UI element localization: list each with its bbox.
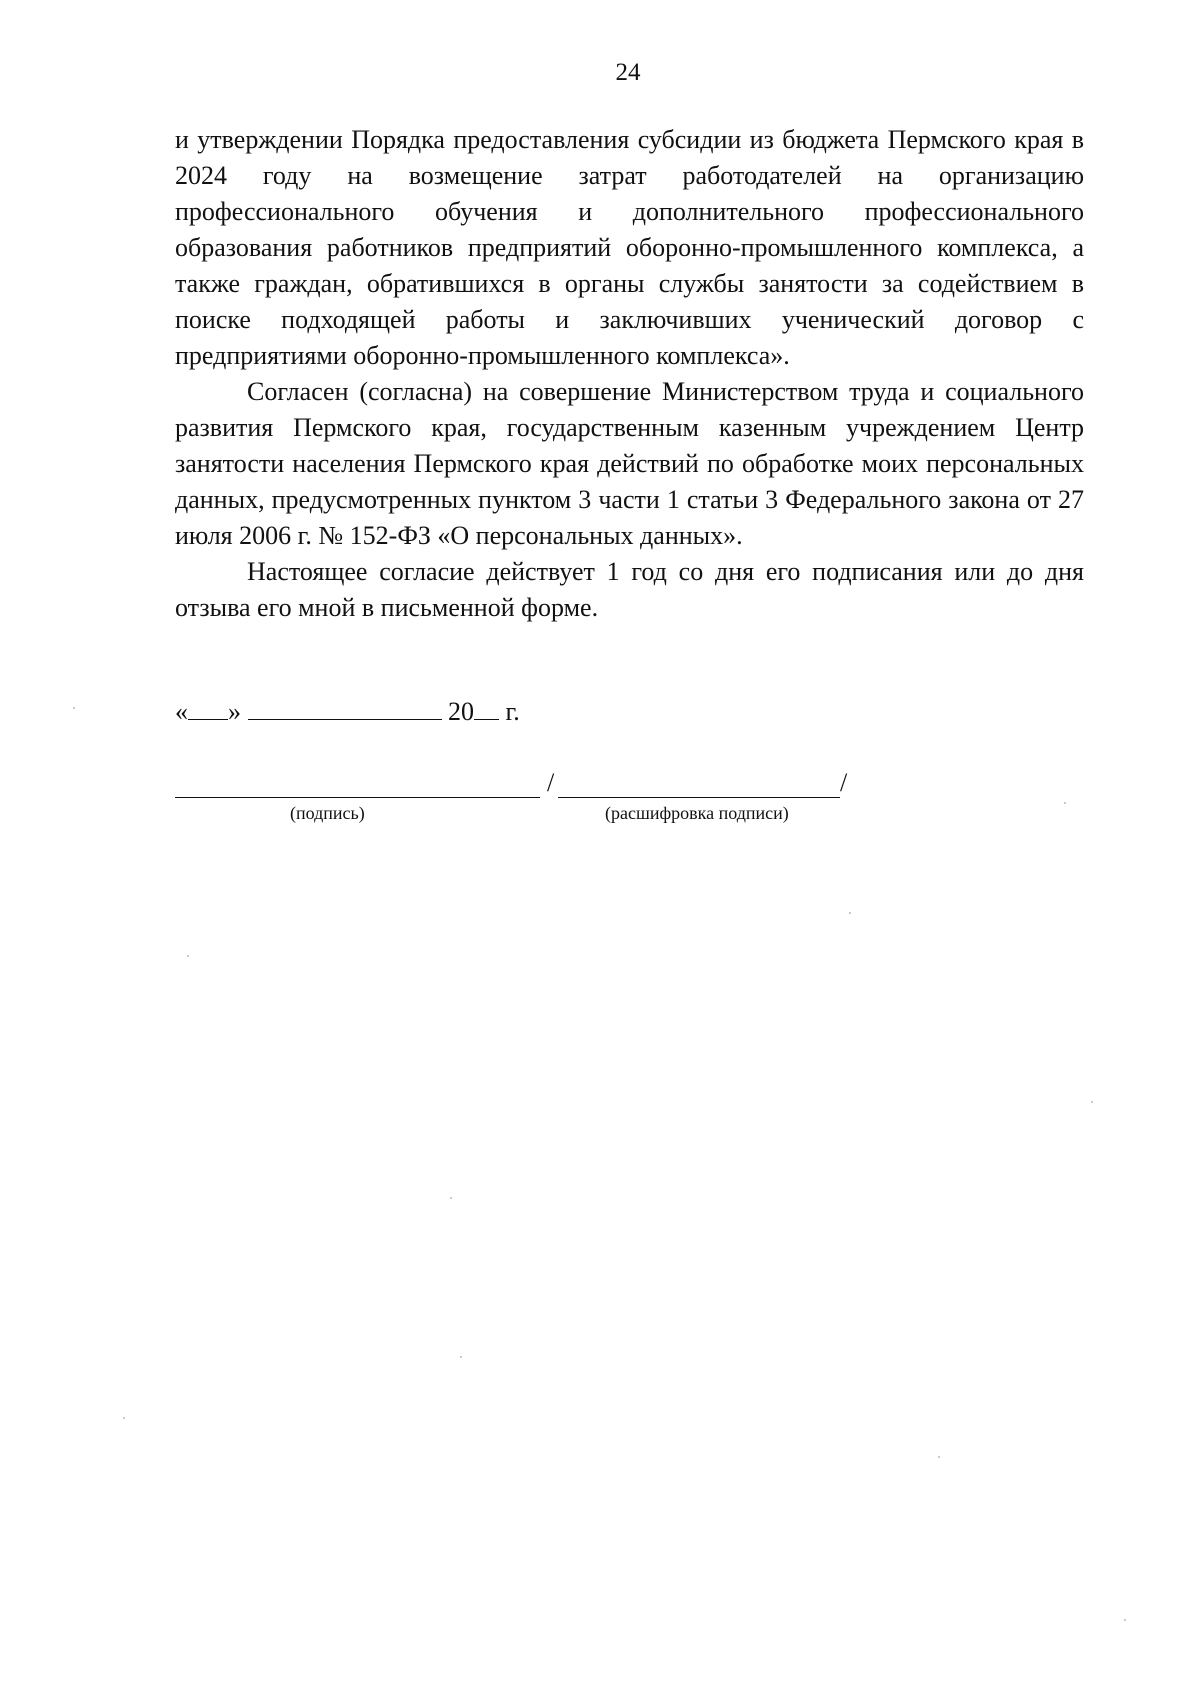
day-blank <box>188 693 228 720</box>
signature-slash-right: / <box>840 768 848 797</box>
scan-speck <box>450 1197 452 1199</box>
date-close-quote: » <box>228 697 241 726</box>
scan-speck <box>938 1456 940 1458</box>
paragraph-validity: Настоящее согласие действует 1 год со дня его подписания или до дня отзыва его мной в письменной форме. <box>175 557 1084 622</box>
paragraph-consent: Согласен (согласна) на совершение Министерством труда и социального развития Пермского края, государственным казенным учреждением Центр занятости населения Пермского края действий по обработке моих персональных данных, предусмотренных пунктом 3 части 1 статьи 3 Федерального закона от 27 июля 2006 г. № 152-ФЗ «О персональных данных». <box>175 377 1084 550</box>
page-number: 24 <box>615 59 641 86</box>
year-prefix: 20 <box>448 697 474 726</box>
signature-block <box>175 762 875 832</box>
transcript-blank <box>558 797 840 798</box>
scan-speck <box>123 1417 125 1419</box>
year-suffix: г. <box>505 697 520 726</box>
scan-speck <box>73 707 75 709</box>
scan-speck <box>187 955 189 957</box>
month-blank <box>248 693 442 720</box>
year-blank <box>474 693 499 720</box>
transcript-caption: (расшифровка подписи) <box>605 803 789 823</box>
scan-speck <box>1064 802 1066 804</box>
signature-slash-left: / <box>547 768 555 797</box>
signature-caption: (подпись) <box>290 803 365 823</box>
scan-speck <box>1124 1619 1126 1621</box>
scan-speck <box>460 1356 462 1358</box>
date-line <box>175 693 520 730</box>
document-body <box>175 122 1084 626</box>
signature-blank <box>175 797 540 798</box>
date-open-quote: « <box>175 697 188 726</box>
scan-speck <box>849 912 851 914</box>
paragraph-continuation: и утверждении Порядка предоставления субсидии из бюджета Пермского края в 2024 году на возмещение затрат работодателей на организацию профессионального обучения и дополнительного профессионального образования работников предприятий оборонно-промышленного комплекса, а также граждан, обратившихся в органы службы занятости за содействием в поиске подходящей работы и заключивших ученический договор с предприятиями оборонно-промышленного комплекса». <box>175 125 1084 370</box>
scan-speck <box>1091 1101 1093 1103</box>
